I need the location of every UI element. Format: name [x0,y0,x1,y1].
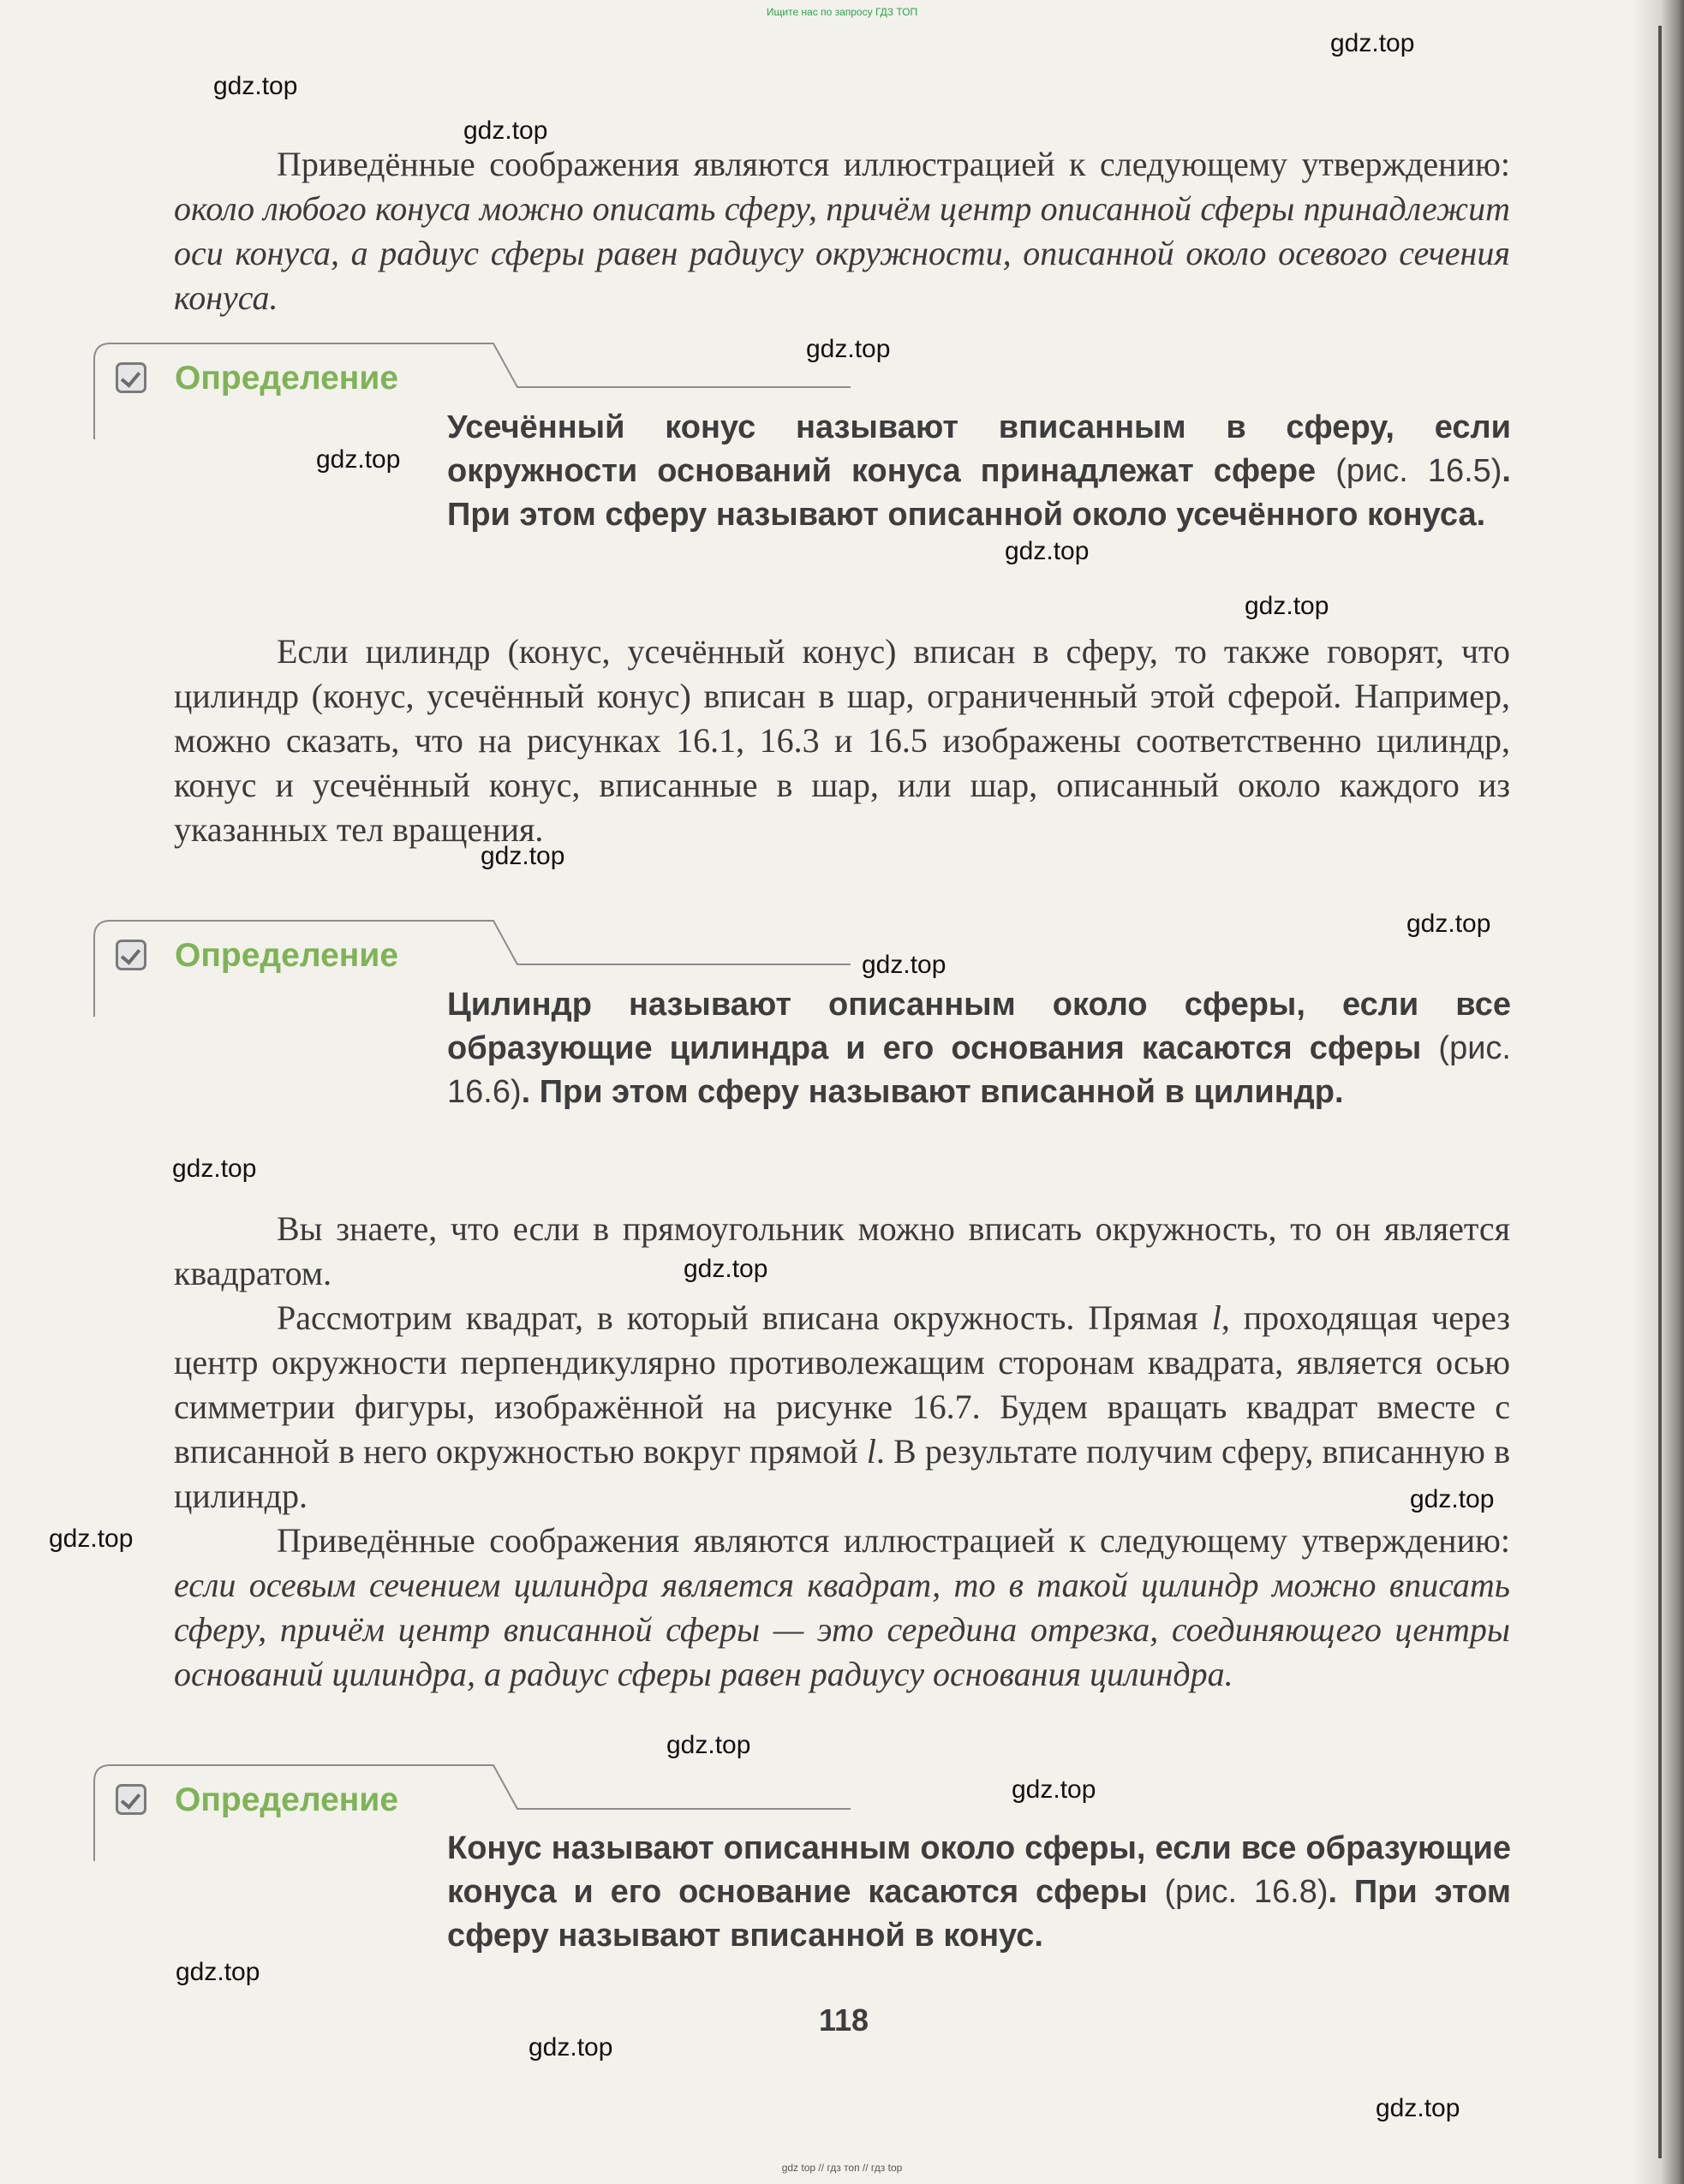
watermark: gdz.top [528,2033,613,2062]
bottom-note: gdz top // гдз топ // гдз top [781,2162,903,2174]
watermark: gdz.top [172,1155,257,1183]
watermark: gdz.top [806,335,891,363]
watermark: gdz.top [213,72,298,100]
watermark: gdz.top [1376,2094,1460,2122]
book-spine-edge [1658,26,1662,2158]
paragraph: Рассмотрим квадрат, в который вписана окружность. Прямая l, проходящая через центр окружности перпендикулярно противолежащим сторонам квадрата, является осью симметрии фигуры, изображённой на рисунке 16.7. Будем вращать квадрат вместе с вписанной в него окружностью вокруг прямой l. В результате получим сферу, вписанную в цилиндр. [174,1298,1510,1515]
watermark: gdz.top [176,1958,260,1986]
page-number: 118 [818,2002,869,2038]
watermark: gdz.top [481,842,565,870]
watermark: gdz.top [1012,1775,1096,1804]
watermark: gdz.top [316,445,401,474]
watermark: gdz.top [1005,537,1090,565]
definition-title: Определение [175,1781,399,1818]
watermark: gdz.top [1406,910,1491,938]
checkbox-icon [116,940,146,970]
watermark: gdz.top [1410,1485,1495,1513]
definition-text: Усечённый конус называют вписанным в сферу, если окружности оснований конуса принадлежат сфере (рис. 16.5). При этом сферу называют описанной около усечённого конуса. [447,409,1511,533]
watermark: gdz.top [463,116,548,145]
paragraph: Вы знаете, что если в прямоугольник можно вписать окружность, то он является квадратом. [174,1209,1510,1292]
definition-title: Определение [175,937,399,974]
paragraph: Приведённые соображения являются иллюстрацией к следующему утверждению: около любого конуса можно описать сферу, причём центр описанной сферы принадлежит оси конуса, а радиус сферы равен радиусу окружности, описанной около осевого сечения конуса. [174,145,1510,317]
watermark: gdz.top [684,1255,768,1283]
checkbox-icon [116,362,146,393]
paragraph: Приведённые соображения являются иллюстрацией к следующему утверждению: если осевым сечением цилиндра является квадрат, то в такой цилиндр можно вписать сферу, причём центр вписанной сферы — это середина отрезка, соединяющего центры оснований цилиндра, а радиус сферы равен радиусу основания цилиндра. [174,1521,1510,1693]
watermark: gdz.top [1330,29,1415,57]
definition-title: Определение [175,360,399,397]
definition-text: Цилиндр называют описанным около сферы, если все образующие цилиндра и его основания касаются сферы (рис. 16.6). При этом сферу называют вписанной в цилиндр. [447,987,1511,1110]
paragraph: Если цилиндр (конус, усечённый конус) вписан в сферу, то также говорят, что цилиндр (конус, усечённый конус) вписан в шар, ограниченный этой сферой. Например, можно сказать, что на рисунках 16.1, 16.3 и 16.5 изображены соответственно цилиндр, конус и усечённый конус, вписанные в шар, или шар, описанный около каждого из указанных тел вращения. [174,632,1510,849]
checkbox-icon [116,1784,146,1815]
watermark: gdz.top [1245,592,1329,620]
top-note: Ищите нас по запросу ГДЗ ТОП [766,6,918,18]
watermark: gdz.top [862,951,947,979]
definition-text: Конус называют описанным около сферы, если все образующие конуса и его основание касаются сферы (рис. 16.8). При этом сферу называют вписанной в конус. [447,1830,1511,1954]
watermark: gdz.top [666,1731,751,1759]
watermark: gdz.top [49,1525,134,1553]
